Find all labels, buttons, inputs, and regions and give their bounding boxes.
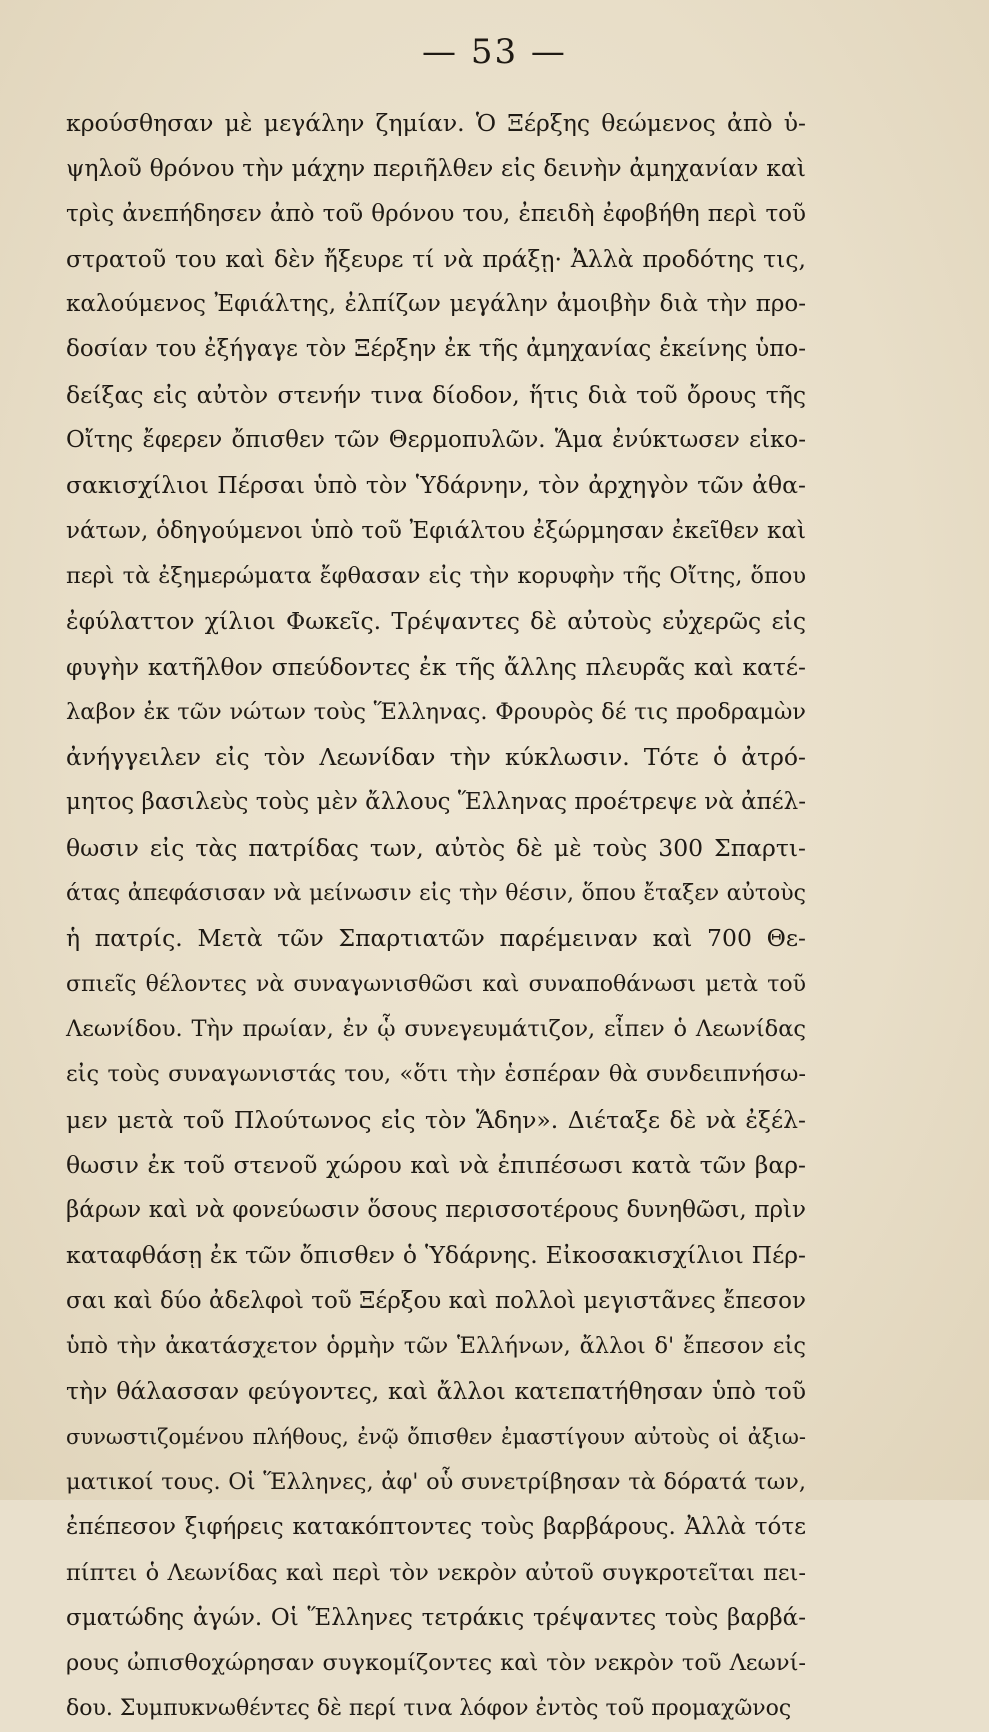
text-line: δοσίαν του ἐξήγαγε τὸν Ξέρξην ἐκ τῆς ἀμηχανίας ἐκείνης ὑπο- bbox=[66, 336, 806, 363]
text-line: ἐπέπεσον ξιφήρεις κατακόπτοντες τοὺς βαρβάρους. Ἀλλὰ τότε bbox=[66, 1514, 806, 1541]
text-line: ρους ὠπισθοχώρησαν συγκομίζοντες καὶ τὸν νεκρὸν τοῦ Λεωνί- bbox=[66, 1650, 806, 1677]
page-number: — 53 — bbox=[422, 32, 567, 72]
text-line: κρούσθησαν μὲ μεγάλην ζημίαν. Ὁ Ξέρξης θεώμενος ἀπὸ ὑ- bbox=[66, 109, 806, 137]
text-line: μητος βασιλεὺς τοὺς μὲν ἄλλους Ἕλληνας προέτρεψε νὰ ἀπέλ- bbox=[66, 789, 806, 816]
text-line: λαβον ἐκ τῶν νώτων τοὺς Ἕλληνας. Φρουρὸς δέ τις προδραμὼν bbox=[66, 698, 806, 725]
text-line: Οἴτης ἔφερεν ὄπισθεν τῶν Θερμοπυλῶν. Ἅμα ἐνύκτωσεν εἰκο- bbox=[66, 427, 806, 454]
text-line: μεν μετὰ τοῦ Πλούτωνος εἰς τὸν Ἅδην». Διέταξε δὲ νὰ ἐξέλ- bbox=[66, 1105, 806, 1134]
text-line: τὴν θάλασσαν φεύγοντες, καὶ ἄλλοι κατεπατήθησαν ὑπὸ τοῦ bbox=[66, 1377, 806, 1406]
text-line: δου. Συμπυκνωθέντες δὲ περί τινα λόφον ἐντὸς τοῦ προμαχῶνος bbox=[66, 1696, 792, 1722]
text-line: ψηλοῦ θρόνου τὴν μάχην περιῆλθεν εἰς δεινὴν ἀμηχανίαν καὶ bbox=[66, 154, 806, 183]
text-line: τρὶς ἀνεπήδησεν ἀπὸ τοῦ θρόνου του, ἐπειδὴ ἐφοβήθη περὶ τοῦ bbox=[66, 200, 806, 227]
text-line: πίπτει ὁ Λεωνίδας καὶ περὶ τὸν νεκρὸν αὐτοῦ συγκροτεῖται πει- bbox=[66, 1559, 806, 1586]
text-line: ὑπὸ τὴν ἀκατάσχετον ὁρμὴν τῶν Ἑλλήνων, ἄλλοι δ' ἔπεσον εἰς bbox=[66, 1333, 806, 1360]
text-line: ἀνήγγειλεν εἰς τὸν Λεωνίδαν τὴν κύκλωσιν. Τότε ὁ ἀτρό- bbox=[66, 743, 806, 772]
text-line: νάτων, ὁδηγούμενοι ὑπὸ τοῦ Ἐφιάλτου ἐξώρμησαν ἐκεῖθεν καὶ bbox=[66, 517, 806, 544]
text-line: άτας ἀπεφάσισαν νὰ μείνωσιν εἰς τὴν θέσιν, ὅπου ἔταξεν αὐτοὺς bbox=[66, 881, 806, 907]
text-line: θωσιν εἰς τὰς πατρίδας των, αὐτὸς δὲ μὲ τοὺς 300 Σπαρτι- bbox=[66, 833, 806, 862]
text-line: ἐφύλαττον χίλιοι Φωκεῖς. Τρέψαντες δὲ αὐτοὺς εὐχερῶς εἰς bbox=[66, 607, 806, 636]
text-line: ἡ πατρίς. Μετὰ τῶν Σπαρτιατῶν παρέμειναν καὶ 700 Θε- bbox=[66, 924, 806, 953]
text-line: σματώδης ἀγών. Οἱ Ἕλληνες τετράκις τρέψαντες τοὺς βαρβά- bbox=[66, 1604, 806, 1631]
text-line: θωσιν ἐκ τοῦ στενοῦ χώρου καὶ νὰ ἐπιπέσωσι κατὰ τῶν βαρ- bbox=[66, 1150, 806, 1179]
text-line: σπιεῖς θέλοντες νὰ συναγωνισθῶσι καὶ συναποθάνωσι μετὰ τοῦ bbox=[66, 971, 806, 997]
text-line: δείξας εἰς αὐτὸν στενήν τινα δίοδον, ἥτις διὰ τοῦ ὄρους τῆς bbox=[66, 380, 806, 409]
text-line: σαι καὶ δύο ἀδελφοὶ τοῦ Ξέρξου καὶ πολλοὶ μεγιστᾶνες ἔπεσον bbox=[66, 1287, 806, 1314]
text-line: περὶ τὰ ἐξημερώματα ἔφθασαν εἰς τὴν κορυφὴν τῆς Οἴτης, ὅπου bbox=[66, 562, 806, 589]
body-text bbox=[66, 101, 806, 1732]
text-line: καλούμενος Ἐφιάλτης, ἐλπίζων μεγάλην ἀμοιβὴν διὰ τὴν προ- bbox=[66, 291, 806, 318]
text-line: φυγὴν κατῆλθον σπεύδοντες ἐκ τῆς ἄλλης πλευρᾶς καὶ κατέ- bbox=[66, 652, 806, 681]
text-line: συνωστιζομένου πλήθους, ἐνῷ ὄπισθεν ἐμαστίγουν αὐτοὺς οἱ ἀξιω- bbox=[66, 1424, 806, 1449]
text-line: βάρων καὶ νὰ φονεύωσιν ὅσους περισσοτέρους δυνηθῶσι, πρὶν bbox=[66, 1197, 806, 1224]
text-line: ματικοί τους. Οἱ Ἕλληνες, ἀφ' οὗ συνετρίβησαν τὰ δόρατά των, bbox=[66, 1468, 806, 1495]
text-line: καταφθάσῃ ἐκ τῶν ὄπισθεν ὁ Ὑδάρνης. Εἰκοσακισχίλιοι Πέρ- bbox=[66, 1241, 806, 1270]
text-line: εἰς τοὺς συναγωνιστάς του, «ὅτι τὴν ἑσπέραν θὰ συνδειπνήσω- bbox=[66, 1061, 806, 1088]
text-line: στρατοῦ του καὶ δὲν ἤξευρε τί νὰ πράξῃ· Ἀλλὰ προδότης τις, bbox=[66, 244, 806, 273]
text-line: Λεωνίδου. Τὴν πρωίαν, ἐν ᾧ συνεγευμάτιζον, εἶπεν ὁ Λεωνίδας bbox=[66, 1015, 806, 1042]
text-line: σακισχίλιοι Πέρσαι ὑπὸ τὸν Ὑδάρνην, τὸν ἀρχηγὸν τῶν ἀθα- bbox=[66, 471, 806, 500]
